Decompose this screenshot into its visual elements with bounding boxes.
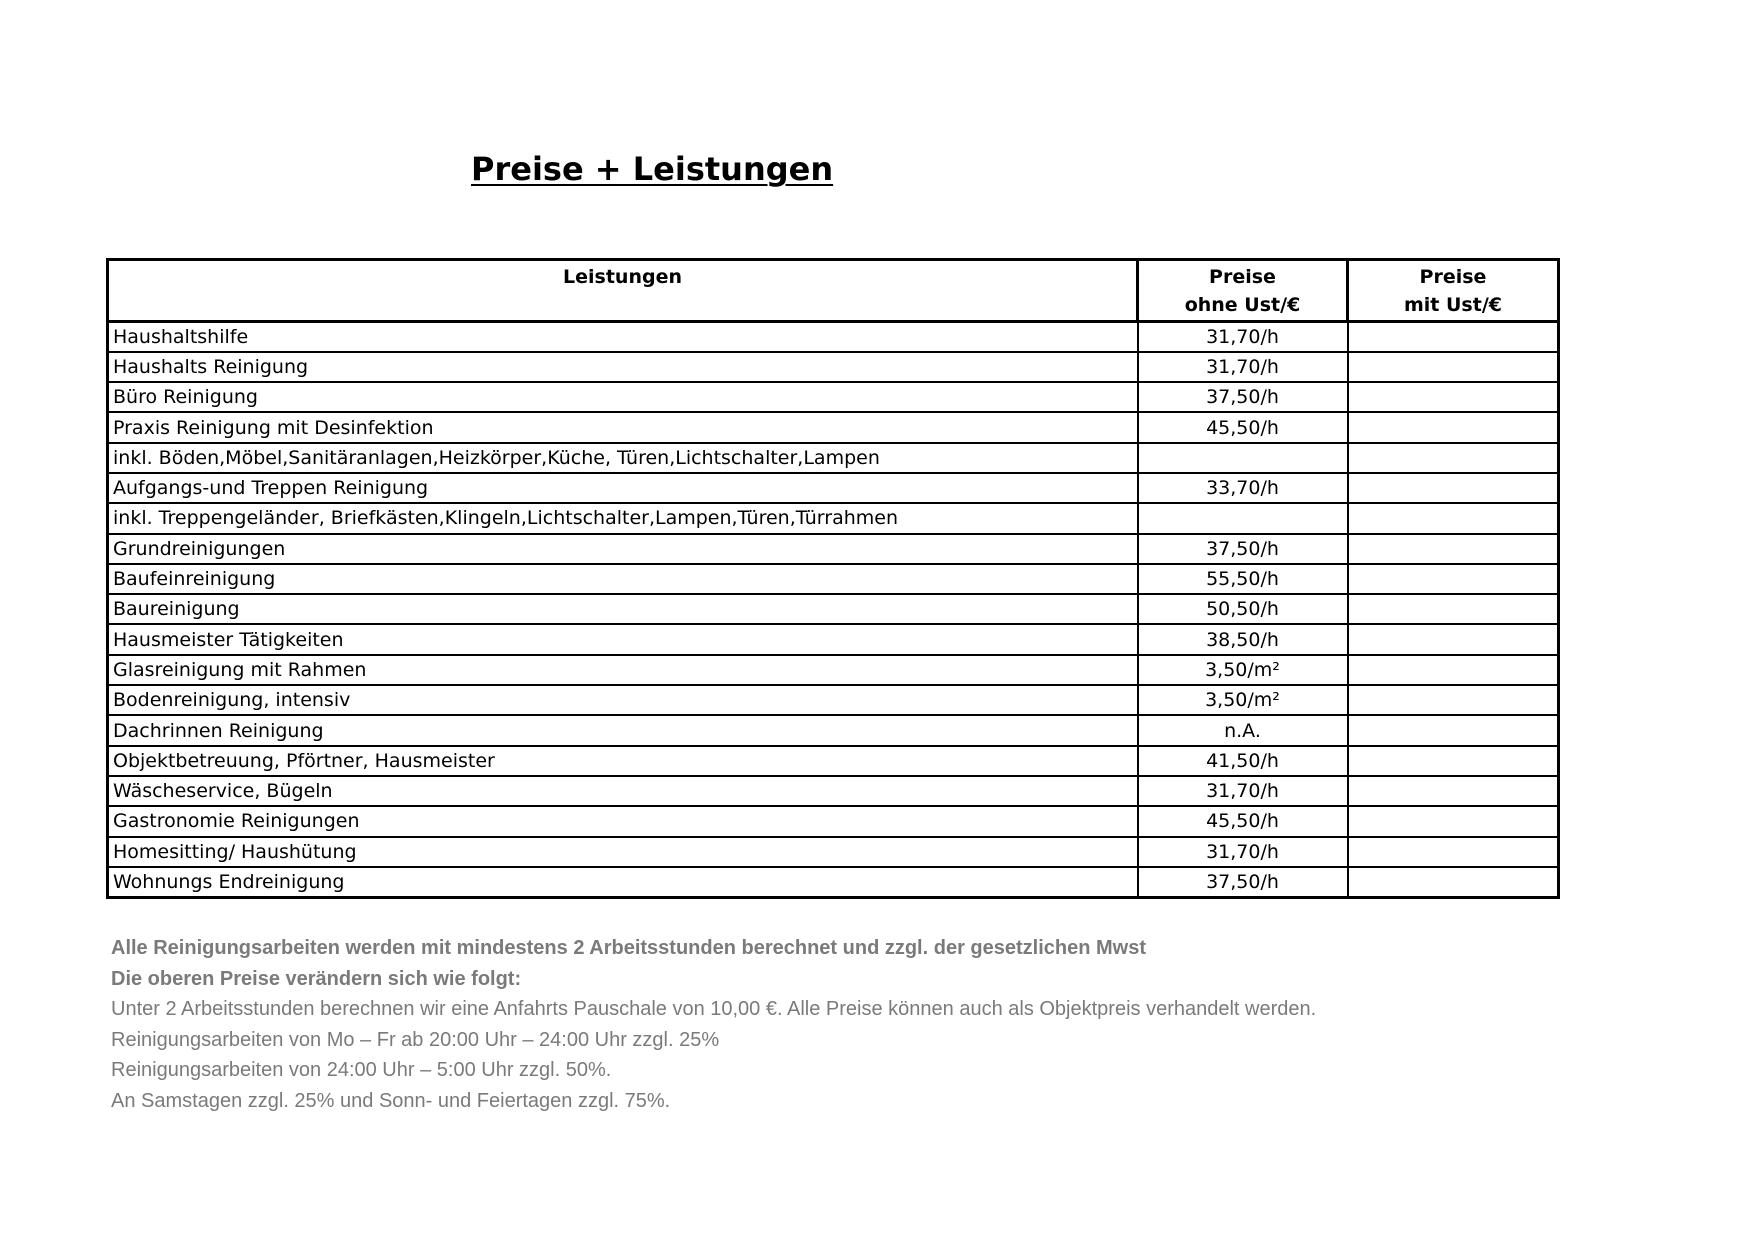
table-row (108, 655, 1559, 685)
price-gross-cell (1348, 685, 1559, 715)
price-gross-cell (1348, 382, 1559, 412)
notes (111, 933, 1316, 1116)
table-row (108, 594, 1559, 624)
table-row (108, 806, 1559, 836)
price-gross-cell (1348, 715, 1559, 745)
price-gross-cell (1348, 352, 1559, 382)
note-line: Die oberen Preise verändern sich wie folgt: (111, 967, 522, 990)
table-row (108, 715, 1559, 745)
table-header-row (108, 260, 1559, 322)
service-cell: Büro Reinigung (108, 382, 1138, 412)
table-row (108, 503, 1559, 533)
price-gross-cell (1348, 655, 1559, 685)
price-net-cell: 37,50/h (1138, 867, 1348, 897)
service-cell: inkl. Böden,Möbel,Sanitäranlagen,Heizkörper,Küche, Türen,Lichtschalter,Lampen (108, 443, 1138, 473)
price-gross-cell (1348, 473, 1559, 503)
note-line: Alle Reinigungsarbeiten werden mit mindestens 2 Arbeitsstunden berechnet und zzgl. der gesetzlichen Mwst (111, 937, 1146, 959)
note-line: Unter 2 Arbeitsstunden berechnen wir eine Anfahrts Pauschale von 10,00 €. Alle Preise können auch als Objektpreis verhandelt werden. (111, 998, 1317, 1020)
service-cell: Gastronomie Reinigungen (108, 806, 1138, 836)
price-gross-cell (1348, 594, 1559, 624)
price-net-cell: 31,70/h (1138, 322, 1348, 352)
price-gross-cell (1348, 776, 1559, 806)
price-net-cell: 33,70/h (1138, 473, 1348, 503)
table-row (108, 412, 1559, 442)
price-gross-cell (1348, 624, 1559, 654)
price-net-cell: 41,50/h (1138, 746, 1348, 776)
price-net-cell: n.A. (1138, 715, 1348, 745)
price-net-cell: 31,70/h (1138, 837, 1348, 867)
header-price-net-line2: ohne Ust/€ (1184, 294, 1301, 316)
service-cell: Baufeinreinigung (108, 564, 1138, 594)
table-row (108, 564, 1559, 594)
service-cell: Hausmeister Tätigkeiten (108, 624, 1138, 654)
price-net-cell: 3,50/m² (1138, 655, 1348, 685)
price-gross-cell (1348, 746, 1559, 776)
price-net-cell: 45,50/h (1138, 806, 1348, 836)
table-row (108, 473, 1559, 503)
price-gross-cell (1348, 322, 1559, 352)
table-row (108, 443, 1559, 473)
service-cell: Haushalts Reinigung (108, 352, 1138, 382)
price-table (106, 258, 1560, 899)
price-net-cell: 45,50/h (1138, 412, 1348, 442)
header-price-gross (1348, 260, 1559, 322)
price-gross-cell (1348, 564, 1559, 594)
price-gross-cell (1348, 806, 1559, 836)
price-net-cell: 31,70/h (1138, 776, 1348, 806)
table-row (108, 685, 1559, 715)
table-row (108, 352, 1559, 382)
price-net-cell: 37,50/h (1138, 534, 1348, 564)
table-row (108, 624, 1559, 654)
service-cell: Glasreinigung mit Rahmen (108, 655, 1138, 685)
price-net-cell (1138, 443, 1348, 473)
service-cell: Grundreinigungen (108, 534, 1138, 564)
price-net-cell: 3,50/m² (1138, 685, 1348, 715)
service-cell: Objektbetreuung, Pförtner, Hausmeister (108, 746, 1138, 776)
table-row (108, 746, 1559, 776)
price-gross-cell (1348, 503, 1559, 533)
price-gross-cell (1348, 534, 1559, 564)
price-net-cell: 50,50/h (1138, 594, 1348, 624)
price-net-cell: 31,70/h (1138, 352, 1348, 382)
service-cell: Wäscheservice, Bügeln (108, 776, 1138, 806)
note-line: An Samstagen zzgl. 25% und Sonn- und Feiertagen zzgl. 75%. (111, 1089, 671, 1112)
price-gross-cell (1348, 837, 1559, 867)
price-net-cell: 37,50/h (1138, 382, 1348, 412)
service-cell: Praxis Reinigung mit Desinfektion (108, 412, 1138, 442)
service-cell: Aufgangs-und Treppen Reinigung (108, 473, 1138, 503)
price-net-cell: 38,50/h (1138, 624, 1348, 654)
service-cell: Baureinigung (108, 594, 1138, 624)
table-row (108, 534, 1559, 564)
service-cell: Bodenreinigung, intensiv (108, 685, 1138, 715)
note-line: Reinigungsarbeiten von Mo – Fr ab 20:00 Uhr – 24:00 Uhr zzgl. 25% (111, 1028, 720, 1051)
price-net-cell: 55,50/h (1138, 564, 1348, 594)
header-price-net-line1: Preise (1209, 266, 1276, 288)
header-price-gross-line1: Preise (1419, 266, 1487, 288)
service-cell: Wohnungs Endreinigung (108, 867, 1138, 897)
table-row (108, 867, 1559, 897)
service-cell: Dachrinnen Reinigung (108, 715, 1138, 745)
page-title: Preise + Leistungen (471, 150, 834, 188)
header-price-net (1138, 260, 1348, 322)
service-cell: inkl. Treppengeländer, Briefkästen,Klingeln,Lichtschalter,Lampen,Türen,Türrahmen (108, 503, 1138, 533)
header-service-label: Leistungen (563, 266, 682, 288)
header-price-gross-line2: mit Ust/€ (1404, 294, 1502, 316)
price-gross-cell (1348, 412, 1559, 442)
table-row (108, 776, 1559, 806)
price-gross-cell (1348, 443, 1559, 473)
table-body (108, 322, 1559, 898)
service-cell: Haushaltshilfe (108, 322, 1138, 352)
service-cell: Homesitting/ Haushütung (108, 837, 1138, 867)
table-row (108, 382, 1559, 412)
table-row (108, 837, 1559, 867)
note-line: Reinigungsarbeiten von 24:00 Uhr – 5:00 Uhr zzgl. 50%. (111, 1059, 612, 1081)
table-row (108, 322, 1559, 352)
header-service (108, 260, 1138, 322)
price-net-cell (1138, 503, 1348, 533)
price-gross-cell (1348, 867, 1559, 897)
